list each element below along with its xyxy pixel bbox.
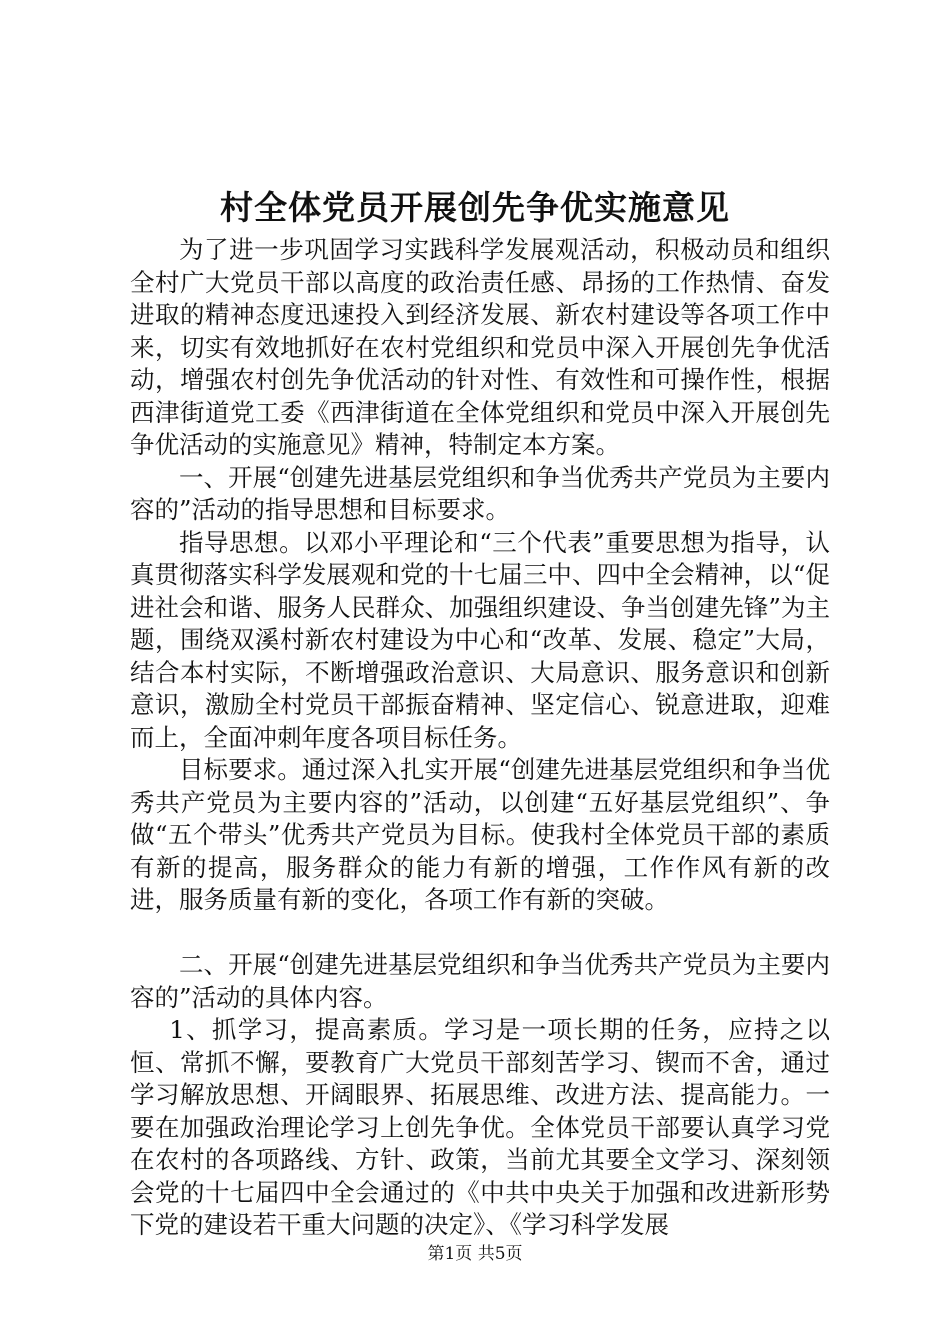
paragraph-section-1-heading: 一、开展“创建先进基层党组织和争当优秀共产党员为主要内容的”活动的指导思想和目标要求。 xyxy=(130,462,830,524)
paragraph-spacer xyxy=(130,917,830,950)
document-title: 村全体党员开展创先争优实施意见 xyxy=(220,188,730,227)
paragraph-intro: 为了进一步巩固学习实践科学发展观活动，积极动员和组织全村广大党员干部以高度的政治责任感、昂扬的工作热情、奋发进取的精神态度迅速投入到经济发展、新农村建设等各项工作中来，切实有效地抓好在农村党组织和党员中深入开展创先争优活动，增强农村创先争优活动的针对性、有效性和可操作性，根据西津街道党工委《西津街道在全体党组织和党员中深入开展创先争优活动的实施意见》精神，特制定本方案。 xyxy=(130,235,830,459)
page-number-footer: 第1页 共5页 xyxy=(427,1244,523,1264)
paragraph-guiding-thought: 指导思想。以邓小平理论和“三个代表”重要思想为指导，认真贯彻落实科学发展观和党的十七届三中、四中全会精神，以“促进社会和谐、服务人民群众、加强组织建设、争当创建先锋”为主题，围绕双溪村新农村建设为中心和“改革、发展、稳定”大局，结合本村实际，不断增强政治意识、大局意识、服务意识和创新意识，激励全村党员干部振奋精神、坚定信心、锐意进取，迎难而上，全面冲刺年度各项目标任务。 xyxy=(130,527,830,752)
paragraph-goal-requirements: 目标要求。通过深入扎实开展“创建先进基层党组织和争当优秀共产党员为主要内容的”活动，以创建“五好基层党组织”、争做“五个带头”优秀共产党员为目标。使我村全体党员干部的素质有新的提高，服务群众的能力有新的增强，工作作风有新的改进，服务质量有新的变化，各项工作有新的突破。 xyxy=(130,755,830,914)
paragraph-item-1: 1、抓学习，提高素质。学习是一项长期的任务，应持之以恒、常抓不懈，要教育广大党员干部刻苦学习、锲而不舍，通过学习解放思想、开阔眼界、拓展思维、改进方法、提高能力。一要在加强政治理论学习上创先争优。全体党员干部要认真学习党在农村的各项路线、方针、政策，当前尤其要全文学习、深刻领会党的十七届四中全会通过的《中共中央关于加强和改进新形势下党的建设若干重大问题的决定》、《学习科学发展 xyxy=(130,1015,830,1239)
paragraph-section-2-heading: 二、开展“创建先进基层党组织和争当优秀共产党员为主要内容的”活动的具体内容。 xyxy=(130,950,830,1012)
document-body xyxy=(130,234,830,1242)
